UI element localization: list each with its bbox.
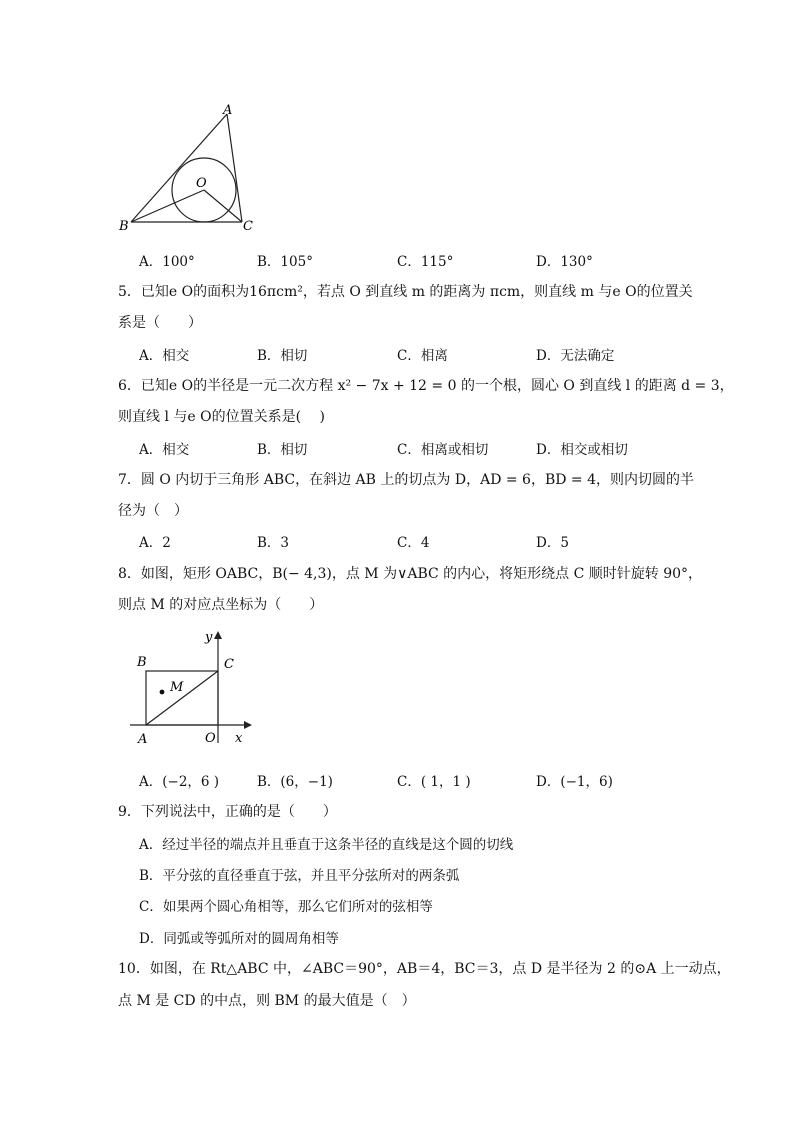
q7-option-c: C．4 xyxy=(397,535,430,551)
label-c: C xyxy=(224,657,234,672)
q7-stem-line2: 径为（ ） xyxy=(118,503,188,519)
q7-stem-line1: 7．圆 O 内切于三角形 ABC，在斜边 AB 上的切点为 D，AD = 6，BD = 4，则内切圆的半 xyxy=(118,472,695,488)
q9-choice-d: D．同弧或等弧所对的圆周角相等 xyxy=(139,931,339,947)
q9-stem: 9．下列说法中，正确的是（ ） xyxy=(118,804,337,820)
side-ac xyxy=(227,114,242,222)
y-axis-arrow xyxy=(214,631,222,639)
q8-option-d: D．(−1，6) xyxy=(536,774,613,790)
q5-stem-line2: 系是（ ） xyxy=(118,315,202,331)
label-o: O xyxy=(196,176,207,191)
q8-stem-line2: 则点 M 的对应点坐标为（ ） xyxy=(118,597,324,613)
q6-option-d: D．相交或相切 xyxy=(536,442,628,458)
q6-option-a: A．相交 xyxy=(139,442,190,458)
q6-option-c: C．相离或相切 xyxy=(397,442,489,458)
q9-choice-a: A．经过半径的端点并且垂直于这条半径的直线是这个圆的切线 xyxy=(139,837,514,853)
q4-option-c: C．115° xyxy=(397,254,454,270)
q9-choice-b: B．平分弦的直径垂直于弦，并且平分弦所对的两条弧 xyxy=(139,868,460,884)
label-x: x xyxy=(235,731,243,746)
q7-option-a: A．2 xyxy=(139,535,171,551)
q6-stem-line2: 则直线 l 与e O的位置关系是( ) xyxy=(118,409,325,425)
q8-option-b: B．(6，−1) xyxy=(257,774,333,790)
q7-option-d: D．5 xyxy=(536,535,569,551)
q9-choice-c: C．如果两个圆心角相等，那么它们所对的弦相等 xyxy=(139,899,433,915)
label-a: A xyxy=(138,732,148,747)
q5-stem-line1: 5．已知e O的面积为16πcm²，若点 O 到直线 m 的距离为 πcm，则直线 m 与e O的位置关 xyxy=(118,284,693,300)
q4-option-d: D．130° xyxy=(536,254,593,270)
segment-ob xyxy=(131,190,204,222)
q4-option-b: B．105° xyxy=(257,254,313,270)
q8-option-a: A．(−2，6 ) xyxy=(139,774,220,790)
q6-stem-line1: 6．已知e O的半径是一元二次方程 x² − 7x + 12 = 0 的一个根，圆心 O 到直线 l 的距离 d = 3， xyxy=(118,378,734,394)
q5-option-d: D．无法确定 xyxy=(536,348,615,364)
segment-oc xyxy=(204,190,242,222)
q6-option-b: B．相切 xyxy=(257,442,308,458)
q4-option-a: A．100° xyxy=(139,254,195,270)
triangle-incircle-figure xyxy=(112,98,272,238)
q5-option-c: C．相离 xyxy=(397,348,448,364)
label-m: M xyxy=(170,680,184,695)
label-a: A xyxy=(223,103,233,118)
rectangle-coordinate-figure xyxy=(126,627,256,749)
q7-option-b: B．3 xyxy=(257,535,290,551)
q10-stem-line2: 点 M 是 CD 的中点，则 BM 的最大值是（ ） xyxy=(118,993,416,1009)
q5-option-b: B．相切 xyxy=(257,348,308,364)
q5-option-a: A．相交 xyxy=(139,348,190,364)
label-c: C xyxy=(243,219,253,234)
side-ab xyxy=(131,114,227,222)
point-m xyxy=(160,690,165,695)
label-b: B xyxy=(137,655,147,670)
label-o: O xyxy=(205,731,216,746)
label-b: B xyxy=(119,219,129,234)
q8-option-c: C．( 1，1 ) xyxy=(397,774,471,790)
q8-stem-line1: 8．如图，矩形 OABC，B(− 4,3)，点 M 为∨ABC 的内心，将矩形绕点 C 顺时针旋转 90°， xyxy=(118,566,703,582)
x-axis-arrow xyxy=(244,721,252,729)
label-y: y xyxy=(205,630,213,645)
q10-stem-line1: 10．如图，在 Rt△ABC 中，∠ABC＝90°，AB＝4，BC＝3，点 D 是半径为 2 的⊙A 上一动点， xyxy=(118,961,731,977)
